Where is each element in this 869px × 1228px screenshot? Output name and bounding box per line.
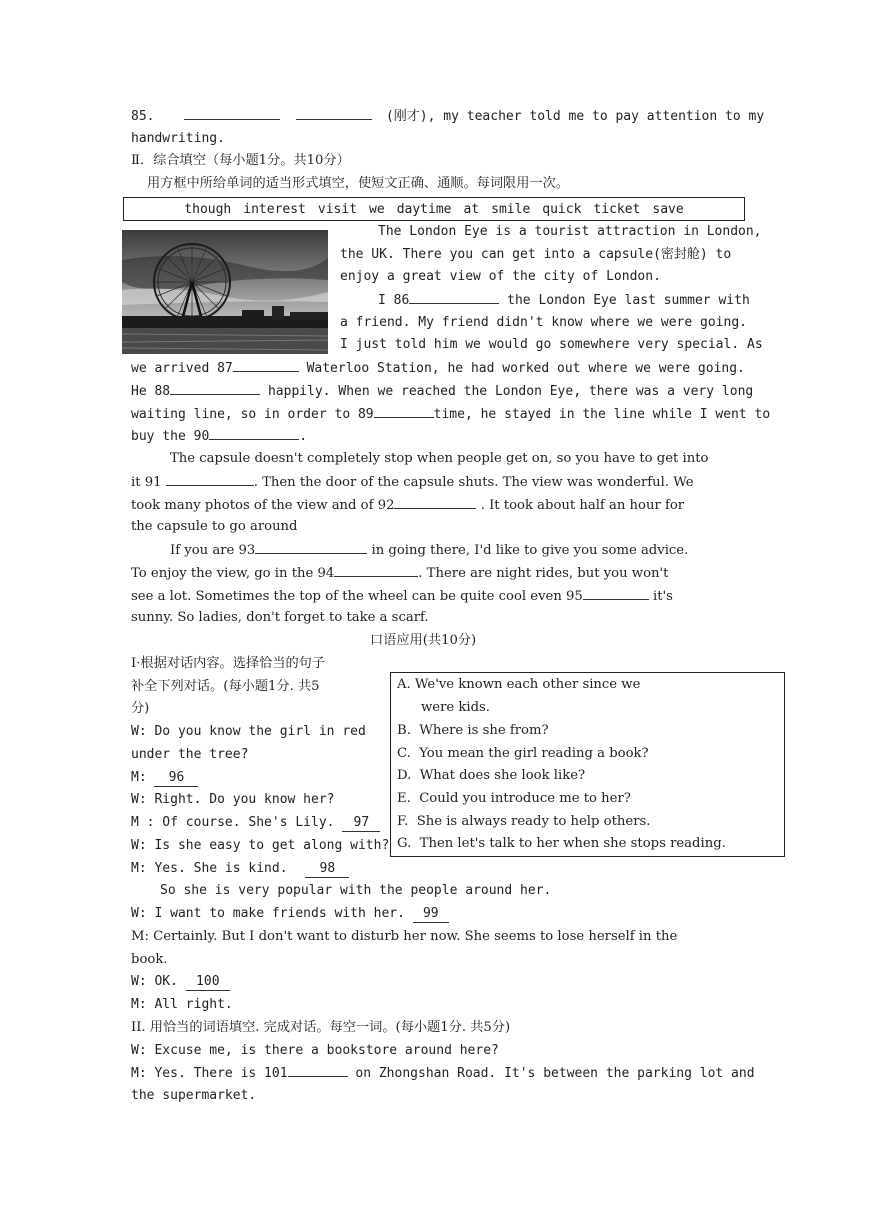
passage-text: . It took about half an hour for [480, 498, 685, 513]
speaker: M: [131, 770, 147, 785]
word: save [652, 201, 684, 217]
q85-cont: handwriting. [131, 131, 225, 146]
passage-line: The capsule doesn't completely stop when people get on, so you have to get into [170, 451, 709, 466]
dialogue-line: the supermarket. [131, 1088, 257, 1103]
option-a-cont: were kids. [421, 700, 491, 715]
dialogue-line: So she is very popular with the people around her. [160, 883, 552, 898]
q88-label: He 88 [131, 384, 171, 399]
option-text: We've known each other since we [414, 677, 641, 692]
q86-label: I 86 [378, 293, 410, 308]
q97-blank[interactable]: 97 [342, 815, 380, 832]
q91-blank[interactable] [166, 473, 254, 486]
q90-label: buy the 90 [131, 429, 210, 444]
option-text: You mean the girl reading a book? [419, 746, 649, 761]
option-g [397, 835, 726, 853]
passage-line [170, 541, 688, 560]
option-letter: D. [397, 768, 412, 783]
word: at [463, 201, 480, 217]
word-box [123, 197, 745, 221]
dialogue-line [131, 860, 349, 878]
passage-text: happily. When we reached the London Eye, there was a very long [267, 384, 754, 399]
london-eye-photo [122, 230, 328, 354]
dialogue-line: book. [131, 952, 168, 967]
q101-label: M: Yes. There is 101 [131, 1066, 288, 1081]
section2-heading: Ⅱ．综合填空（每小题1分。共10分） [131, 153, 350, 168]
q99-blank[interactable]: 99 [413, 906, 449, 923]
option-text: Where is she from? [419, 723, 549, 738]
option-letter: C. [397, 746, 411, 761]
option-letter: F. [397, 814, 409, 829]
q85-blank-1[interactable] [184, 107, 280, 120]
dialogue-text: W: I want to make friends with her. [131, 906, 405, 921]
dialogue-text: on Zhongshan Road. It's between the parking lot and [355, 1066, 755, 1081]
word: we [369, 201, 385, 217]
passage-line [131, 587, 673, 606]
oral-heading: 口语应用(共10分) [370, 633, 477, 648]
q85-blank-2[interactable] [296, 107, 372, 120]
period: . [299, 429, 308, 444]
passage-line: sunny. So ladies, don't forget to take a scarf. [131, 610, 429, 625]
q89-blank[interactable] [374, 405, 434, 418]
q95-blank[interactable] [583, 587, 649, 600]
oral-part2-instruction: II. 用恰当的词语填空. 完成对话。每空一词。(每小题1分. 共5分) [131, 1020, 511, 1035]
q93-blank[interactable] [255, 541, 367, 554]
option-text: Could you introduce me to her? [419, 791, 631, 806]
option-text: Then let's talk to her when she stops reading. [419, 836, 726, 851]
q96-blank[interactable]: 96 [154, 770, 198, 787]
word: though [184, 201, 232, 217]
dialogue-line: M: All right. [131, 997, 233, 1012]
q88-blank[interactable] [170, 382, 260, 395]
option-f [397, 813, 650, 831]
dialogue-line: W: Do you know the girl in red [131, 724, 366, 739]
passage-line [131, 496, 684, 515]
q98-blank[interactable]: 98 [305, 861, 349, 878]
dialogue-text: W: OK. [131, 974, 178, 989]
passage-line: the capsule to go around [131, 519, 298, 534]
passage-text: in going there, I'd like to give you some advice. [371, 543, 689, 558]
dialogue-line [131, 973, 230, 991]
options-box [390, 672, 785, 857]
dialogue-line: under the tree? [131, 747, 249, 762]
q95-label: see a lot. Sometimes the top of the wheel can be quite cool even 95 [131, 589, 583, 604]
passage-line [131, 473, 694, 492]
passage-line [378, 291, 750, 310]
passage-line: The London Eye is a tourist attraction in London, [378, 224, 762, 239]
word: smile [491, 201, 531, 217]
q87-label: we arrived 87 [131, 361, 233, 376]
option-text: She is always ready to help others. [416, 814, 651, 829]
passage-line [131, 359, 745, 378]
dialogue-text: M: Yes. She is kind. [131, 861, 288, 876]
q85-hint: (刚才), [385, 109, 436, 124]
passage-text: it's [653, 589, 673, 604]
option-b [397, 722, 549, 740]
option-c [397, 745, 649, 763]
passage-line [131, 564, 668, 583]
q85-line [131, 107, 764, 126]
option-d [397, 767, 585, 785]
passage-text: . There are night rides, but you won't [418, 566, 669, 581]
word: visit [317, 201, 358, 217]
passage-text: time, he stayed in the line while I went to [433, 407, 771, 422]
q93-label: If you are 93 [170, 543, 256, 558]
dialogue-text: M : Of course. She's Lily. [131, 815, 335, 830]
passage-line: I just told him we would go somewhere very special. As [340, 337, 763, 352]
q92-blank[interactable] [394, 496, 476, 509]
dialogue-line: W: Is she easy to get along with? [131, 838, 390, 853]
option-e [397, 790, 631, 808]
passage-line: a friend. My friend didn't know where we were going. [340, 315, 747, 330]
q92-label: took many photos of the view and of 92 [131, 498, 395, 513]
passage-line: enjoy a great view of the city of London. [340, 269, 661, 284]
q86-blank[interactable] [409, 291, 499, 304]
option-letter: A. [397, 677, 411, 692]
passage-text: the London Eye last summer with [507, 293, 750, 308]
dialogue-line: M: Certainly. But I don't want to disturb her now. She seems to lose herself in the [131, 929, 678, 944]
q94-blank[interactable] [334, 564, 418, 577]
option-letter: B. [397, 723, 411, 738]
option-a [397, 676, 640, 694]
q87-blank[interactable] [233, 359, 299, 372]
word: interest [243, 201, 306, 217]
dialogue-line [131, 814, 380, 832]
oral-part1-instruction: I·根据对话内容。选择恰当的句子 [131, 656, 326, 671]
dialogue-line [131, 769, 198, 787]
passage-line: the UK. There you can get into a capsule(密封舱) to [340, 247, 732, 262]
q94-label: To enjoy the view, go in the 94 [131, 566, 335, 581]
oral-part1-instruction: 分) [131, 701, 150, 716]
word: daytime [396, 201, 452, 217]
dialogue-line: W: Right. Do you know her? [131, 792, 335, 807]
dialogue-line [131, 905, 449, 923]
passage-text: Waterloo Station, he had worked out where we were going. [306, 361, 745, 376]
passage-text: . Then the door of the capsule shuts. The view was wonderful. We [253, 475, 694, 490]
q85-number: 85. [131, 109, 155, 124]
q89-label: waiting line, so in order to 89 [131, 407, 374, 422]
option-text: What does she look like? [419, 768, 586, 783]
option-letter: E. [397, 791, 411, 806]
option-letter: G. [397, 836, 412, 851]
section2-instruction: 用方框中所给单词的适当形式填空，使短文正确、通顺。每词限用一次。 [147, 176, 569, 191]
passage-line [131, 427, 307, 446]
oral-part1-instruction: 补全下列对话。(每小题1分. 共5 [131, 679, 320, 694]
word: ticket [593, 201, 641, 217]
q91-label: it 91 [131, 475, 162, 490]
q100-blank[interactable]: 100 [186, 974, 230, 991]
passage-line [131, 382, 753, 401]
q85-text: my teacher told me to pay attention to my [443, 109, 765, 124]
passage-line [131, 405, 770, 424]
q90-blank[interactable] [209, 427, 299, 440]
q101-blank[interactable] [288, 1064, 348, 1077]
dialogue-line [131, 1064, 755, 1083]
dialogue-line: W: Excuse me, is there a bookstore around here? [131, 1043, 499, 1058]
word: quick [542, 201, 582, 217]
